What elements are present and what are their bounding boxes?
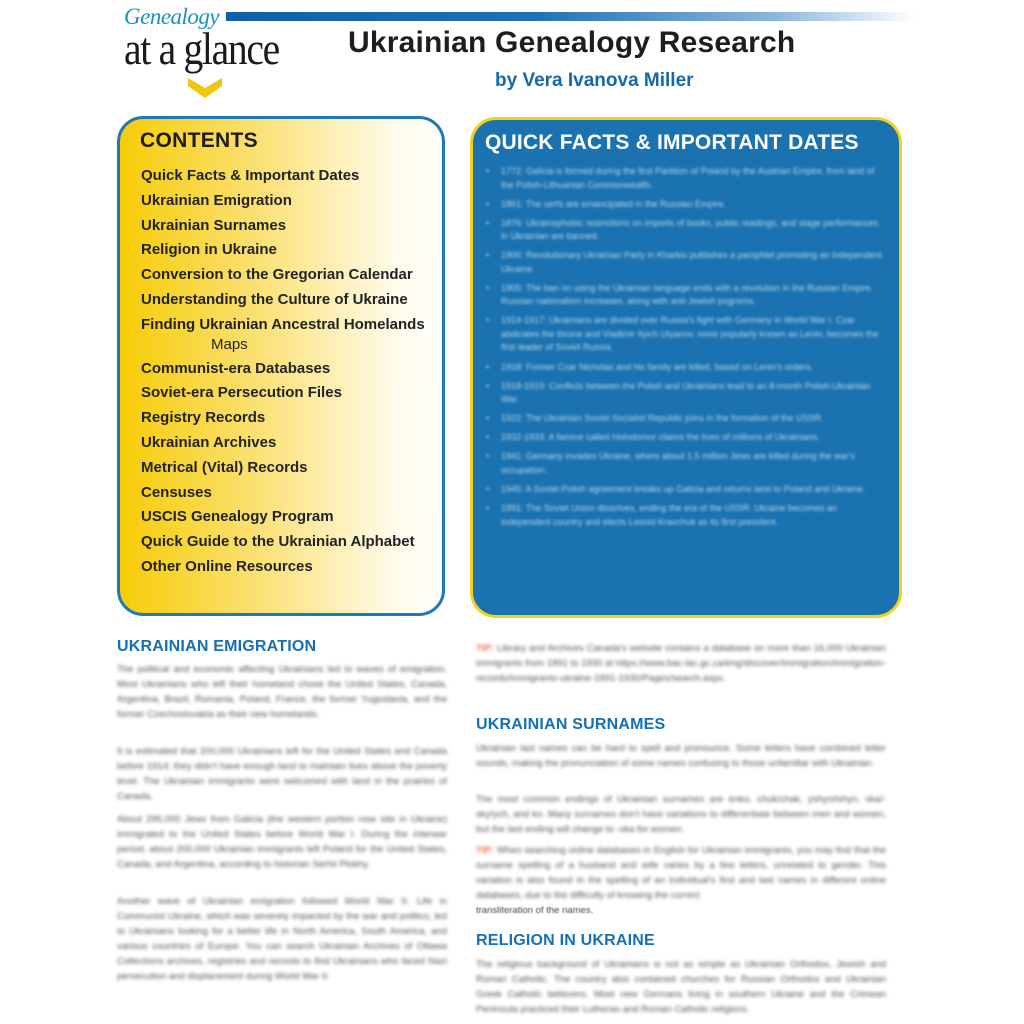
contents-title: CONTENTS bbox=[140, 129, 258, 152]
fact-item: • 1905: The ban on using the Ukrainian language ends with a revolution in the Russian Empire. Russian nationalism increases, along with anti-Jewish pogroms. bbox=[481, 282, 883, 309]
contents-item[interactable]: Ukrainian Archives bbox=[141, 433, 277, 451]
surnames-paragraph: The most common endings of Ukrainian surnames are enko, chuk/chak, yshyn/ishyn, ska/-sky/ych, and ko. Many surnames don't have variations to differentiate between men and women, but the last ending will change to -ska for women. bbox=[476, 794, 886, 835]
quick-facts-panel bbox=[470, 117, 902, 618]
tip-label: TIP: bbox=[476, 845, 494, 856]
religion-paragraph: The religious background of Ukrainians is not as simple as Ukrainian Orthodox, Jewish and Roman Catholic. The country also contained churches for Russian Orthodox and Ukrainian Greek Catholic believers. Most new Germans living in southern Ukraine and the Crimean Peninsula practiced their Lutheran and Roman Catholic religions. bbox=[476, 959, 886, 1015]
tip-text: Library and Archives Canada's website contains a database on more than 16,000 Ukrainian immigrants from 1891 to 1930 at https://www.bac-lac.gc.ca/eng/discover/immigration/immigration-records/immigrants-ukraine-1891-1930/Pages/search.aspx. bbox=[476, 643, 886, 684]
page-title: Ukrainian Genealogy Research bbox=[348, 26, 796, 59]
contents-item[interactable]: Ukrainian Emigration bbox=[141, 191, 292, 209]
surnames-paragraph: Ukrainian last names can be hard to spell and pronounce. Some letters have combined letter sounds, making the pronunciation of some names confusing to those unfamiliar with Ukrainian. bbox=[476, 743, 886, 769]
tip-paragraph bbox=[476, 843, 886, 903]
contents-subitem[interactable]: Maps bbox=[211, 335, 248, 353]
contents-item[interactable]: USCIS Genealogy Program bbox=[141, 508, 334, 526]
emigration-paragraph: The political and economic affecting Ukrainians led to waves of emigration. Most Ukrainians who left their homeland chose the United States, Canada, Argentina, Brazil, Romania, Poland, France, the former Yugoslavia, and the former Czechoslovakia as their new homelands. bbox=[117, 664, 447, 720]
contents-item[interactable]: Religion in Ukraine bbox=[141, 241, 277, 259]
section-title-emigration: UKRAINIAN EMIGRATION bbox=[117, 638, 317, 655]
fact-item: • 1861: The serfs are emancipated in the Russian Empire. bbox=[481, 198, 883, 212]
fact-item: • 1772: Galicia is formed during the first Partition of Poland by the Austrian Empire, from land of the Polish-Lithuanian Commonwealth. bbox=[481, 165, 883, 192]
contents-item[interactable]: Understanding the Culture of Ukraine bbox=[141, 290, 408, 308]
author-byline: by Vera Ivanova Miller bbox=[495, 70, 694, 91]
contents-item[interactable]: Communist-era Databases bbox=[141, 359, 331, 377]
emigration-paragraph: About 295,000 Jews from Galicia (the western portion now site in Ukraine) immigrated to the United States before World War I. During the interwar period, about 200,000 Ukrainian immigrants left Poland for the United States, Canada, and Argentina, according to historian Serhii Plokhy. bbox=[117, 814, 447, 870]
contents-item[interactable]: Quick Facts & Important Dates bbox=[141, 167, 360, 184]
contents-item[interactable]: Metrical (Vital) Records bbox=[141, 458, 308, 476]
contents-item[interactable]: Finding Ukrainian Ancestral Homelands bbox=[141, 315, 425, 333]
fact-item: • 1876: Ukrainophobic restrictions on imports of books, public readings, and stage performances in Ukrainian are banned. bbox=[481, 217, 883, 244]
fact-item: • 1945: A Soviet-Polish agreement breaks up Galicia and returns land to Poland and Ukraine. bbox=[481, 483, 883, 497]
contents-item[interactable]: Quick Guide to the Ukrainian Alphabet bbox=[141, 533, 415, 551]
tip-last-line: transliteration of the names. bbox=[476, 905, 594, 916]
tip-text: When searching online databases in English for Ukrainian immigrants, you may find that the surname spelling of a husband and wife varies by a few letters, unrelated to gender. This variation is also found in the spelling of an individual's first and last names in different online databases, due to the difficulty of knowing the correct bbox=[476, 845, 886, 901]
contents-item[interactable]: Conversion to the Gregorian Calendar bbox=[141, 266, 413, 284]
tip-label: TIP: bbox=[476, 643, 494, 654]
section-title-surnames: UKRAINIAN SURNAMES bbox=[476, 716, 666, 733]
contents-item[interactable]: Censuses bbox=[141, 483, 212, 501]
contents-item[interactable]: Ukrainian Surnames bbox=[141, 216, 287, 234]
contents-item[interactable]: Registry Records bbox=[141, 409, 266, 427]
contents-panel bbox=[117, 116, 445, 616]
fact-item: • 1918-1919: Conflicts between the Polish and Ukrainians lead to an 8-month Polish-Ukrainian War. bbox=[481, 380, 883, 407]
fact-item: • 1900: Revolutionary Ukrainian Party in Kharkiv publishes a pamphlet promoting an independent Ukraine. bbox=[481, 249, 883, 276]
contents-item[interactable]: Soviet-era Persecution Files bbox=[141, 384, 342, 402]
brand-at-a-glance: at a glance bbox=[124, 23, 279, 74]
fact-item: • 1991: The Soviet Union dissolves, ending the era of the USSR. Ukraine becomes an independent country and elects Leonid Kravchuk as its first president. bbox=[481, 502, 883, 529]
fact-item: • 1922: The Ukrainian Soviet Socialist Republic joins in the formation of the USSR. bbox=[481, 412, 883, 426]
contents-list bbox=[141, 164, 425, 580]
quick-facts-title: QUICK FACTS & IMPORTANT DATES bbox=[485, 131, 859, 154]
emigration-paragraph: It is estimated that 200,000 Ukrainians left for the United States and Canada before 1914; they didn't have enough land to maintain lives above the poverty level. The Ukrainian immigrants were welcomed with land in the prairies of Canada. bbox=[117, 746, 447, 802]
contents-item[interactable]: Other Online Resources bbox=[141, 557, 313, 575]
chevron-down-icon bbox=[188, 78, 222, 98]
emigration-paragraph: Another wave of Ukrainian emigration followed World War II. Life in Communist Ukraine, which was severely impacted by the war and politics, led to Ukrainians looking for a better life in North America, South America, and various countries of Europe. You can search Ukrainian Archives of Ottawa Collections archives, registries and records to find Ukrainians who faced Nazi persecution and displacement during World War II. bbox=[117, 896, 447, 982]
fact-item: • 1932-1933: A famine called Holodomor claims the lives of millions of Ukrainians. bbox=[481, 431, 883, 445]
brand-gradient-bar bbox=[226, 12, 916, 21]
section-title-religion: RELIGION IN UKRAINE bbox=[476, 932, 655, 949]
fact-item: • 1914-1917: Ukrainians are divided over Russia's fight with Germany in World War I. Czar abdicates the throne and Vladimir Ilyich Ulyanov, more popularly known as Lenin, becomes the first leader of Soviet Russia. bbox=[481, 314, 883, 355]
page-header bbox=[0, 0, 1024, 110]
quick-facts-list bbox=[481, 165, 883, 535]
tip-paragraph bbox=[476, 641, 886, 686]
fact-item: • 1918: Former Czar Nicholas and his family are killed, based on Lenin's orders. bbox=[481, 361, 883, 375]
brand-genealogy: Genealogy bbox=[124, 4, 220, 29]
fact-item: • 1941: Germany invades Ukraine, where about 1.5 million Jews are killed during the war's occupation. bbox=[481, 450, 883, 477]
